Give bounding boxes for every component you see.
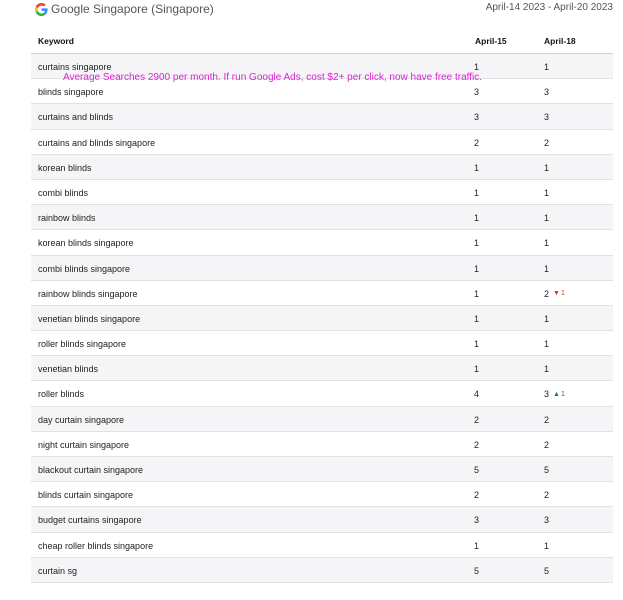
rank-april-18-cell (544, 213, 549, 223)
table-row (31, 407, 613, 432)
table-row (31, 306, 613, 331)
table-row (31, 356, 613, 381)
keyword-cell: curtains and blinds singapore (38, 137, 156, 148)
rank-april-18-value: 1 (544, 364, 550, 375)
rank-april-18-value: 1 (544, 213, 550, 224)
rank-april-15-cell: 1 (474, 313, 480, 324)
rank-april-18-cell (544, 238, 549, 248)
rank-april-18-cell (544, 465, 549, 475)
rank-april-15-cell: 3 (474, 87, 480, 98)
rank-april-18-value: 1 (544, 187, 550, 198)
rank-april-15-cell: 1 (474, 263, 480, 274)
table-body (31, 54, 613, 583)
rank-april-18-value: 5 (544, 565, 550, 576)
keyword-cell: curtain sg (38, 565, 78, 576)
rank-april-18-value: 1 (544, 263, 550, 274)
rank-april-15-cell: 5 (474, 565, 480, 576)
table-row (31, 104, 613, 129)
keyword-cell: blackout curtain singapore (38, 465, 144, 475)
rank-april-18-cell (544, 62, 549, 72)
rank-april-15-cell: 1 (474, 238, 480, 249)
table-header (31, 27, 613, 54)
date-range: April-14 2023 - April-20 2023 (485, 2, 613, 13)
rank-april-15-cell: 1 (474, 540, 480, 551)
rank-april-18-cell (544, 515, 549, 525)
rank-april-18-cell (544, 490, 549, 500)
rank-april-18-value: 5 (544, 465, 550, 475)
table-row (31, 381, 613, 406)
rank-april-18-cell (544, 163, 549, 173)
column-header-keyword: Keyword (38, 36, 74, 46)
table-row (31, 230, 613, 255)
rank-april-18-value: 2 (544, 414, 550, 425)
rank-change-indicator (553, 391, 565, 398)
rank-april-15-cell: 1 (474, 62, 480, 72)
table-row (31, 256, 613, 281)
rank-april-18-value: 1 (544, 238, 550, 249)
table-row (31, 558, 613, 583)
column-header-april-15: April-15 (475, 36, 507, 46)
rank-april-15-cell: 2 (474, 414, 480, 425)
annotation-note: Average Searches 2900 per month. If run Google Ads, cost $2+ per click, now have free traffic. (63, 72, 483, 83)
rank-april-15-cell: 1 (474, 288, 480, 299)
rank-april-15-cell: 1 (474, 187, 480, 198)
column-header-april-18: April-18 (544, 36, 576, 46)
rank-april-15-cell: 3 (474, 112, 480, 123)
triangle-down-icon: ▼ (553, 290, 560, 298)
keyword-cell: roller blinds singapore (38, 339, 127, 350)
rank-april-15-cell: 2 (474, 137, 480, 148)
report-title: Google Singapore (Singapore) (51, 2, 214, 16)
rank-april-15-cell: 1 (474, 364, 480, 375)
rank-april-18-cell (544, 541, 549, 551)
table-row (31, 180, 613, 205)
rank-april-18-value: 2 (544, 137, 550, 148)
keyword-cell: blinds curtain singapore (38, 490, 134, 501)
rank-april-18-cell (544, 87, 549, 97)
keyword-cell: blinds singapore (38, 87, 104, 98)
rank-april-18-value: 3 (544, 112, 550, 123)
table-row (31, 130, 613, 155)
rank-april-18-cell (544, 188, 549, 198)
rank-april-18-cell (544, 440, 549, 450)
table-row (31, 205, 613, 230)
rank-april-18-cell (544, 389, 565, 399)
rank-april-18-cell (544, 264, 549, 274)
keyword-cell: roller blinds (38, 389, 85, 400)
table-row (31, 482, 613, 507)
rank-april-18-cell (544, 566, 549, 576)
keyword-rank-table (31, 27, 613, 583)
rank-april-18-cell (544, 112, 549, 122)
rank-april-15-cell: 2 (474, 490, 480, 501)
rank-april-18-cell (544, 415, 549, 425)
rank-april-18-value: 1 (544, 313, 550, 324)
table-row (31, 533, 613, 558)
table-row (31, 155, 613, 180)
rank-april-15-cell: 3 (474, 515, 480, 526)
rank-april-15-cell: 1 (474, 339, 480, 350)
rank-april-18-value: 1 (544, 540, 550, 551)
keyword-cell: venetian blinds (38, 364, 99, 375)
rank-april-15-cell: 2 (474, 439, 480, 450)
rank-april-18-cell (544, 289, 565, 299)
rank-change-value: 1 (560, 290, 565, 298)
rank-april-18-value: 1 (544, 62, 550, 72)
rank-april-18-cell (544, 364, 549, 374)
rank-april-18-value: 1 (544, 339, 550, 350)
keyword-cell: rainbow blinds (38, 213, 96, 224)
rank-april-18-value: 2 (544, 490, 550, 501)
rank-april-18-cell (544, 339, 549, 349)
google-g-icon (35, 3, 48, 16)
keyword-cell: budget curtains singapore (38, 515, 142, 526)
rank-april-15-cell: 1 (474, 213, 480, 224)
rank-april-18-cell (544, 138, 549, 148)
keyword-cell: day curtain singapore (38, 414, 125, 425)
rank-april-18-cell (544, 314, 549, 324)
rank-april-18-value: 3 (544, 87, 550, 98)
rank-april-18-value: 3 (544, 515, 550, 526)
keyword-cell: cheap roller blinds singapore (38, 540, 154, 551)
keyword-cell: curtains singapore (38, 62, 112, 72)
rank-april-18-value: 1 (544, 162, 550, 173)
table-row (31, 331, 613, 356)
table-row (31, 457, 613, 482)
keyword-cell: korean blinds singapore (38, 238, 134, 249)
rank-april-18-value: 2 (544, 439, 550, 450)
keyword-cell: combi blinds (38, 187, 89, 198)
rank-april-15-cell: 1 (474, 162, 480, 173)
rank-april-18-value: 2 (544, 288, 550, 299)
keyword-cell: korean blinds (38, 162, 92, 173)
keyword-cell: combi blinds singapore (38, 263, 131, 274)
rank-change-value: 1 (560, 390, 565, 398)
keyword-cell: rainbow blinds singapore (38, 288, 138, 299)
keyword-cell: venetian blinds singapore (38, 313, 141, 324)
report-header (0, 0, 623, 22)
table-row (31, 281, 613, 306)
rank-april-15-cell: 4 (474, 389, 480, 400)
rank-april-15-cell: 5 (474, 465, 480, 475)
table-row (31, 432, 613, 457)
table-row (31, 507, 613, 532)
rank-change-indicator (553, 290, 565, 297)
keyword-cell: curtains and blinds (38, 112, 114, 123)
triangle-up-icon: ▲ (553, 390, 560, 398)
keyword-cell: night curtain singapore (38, 439, 130, 450)
rank-april-18-value: 3 (544, 389, 550, 400)
